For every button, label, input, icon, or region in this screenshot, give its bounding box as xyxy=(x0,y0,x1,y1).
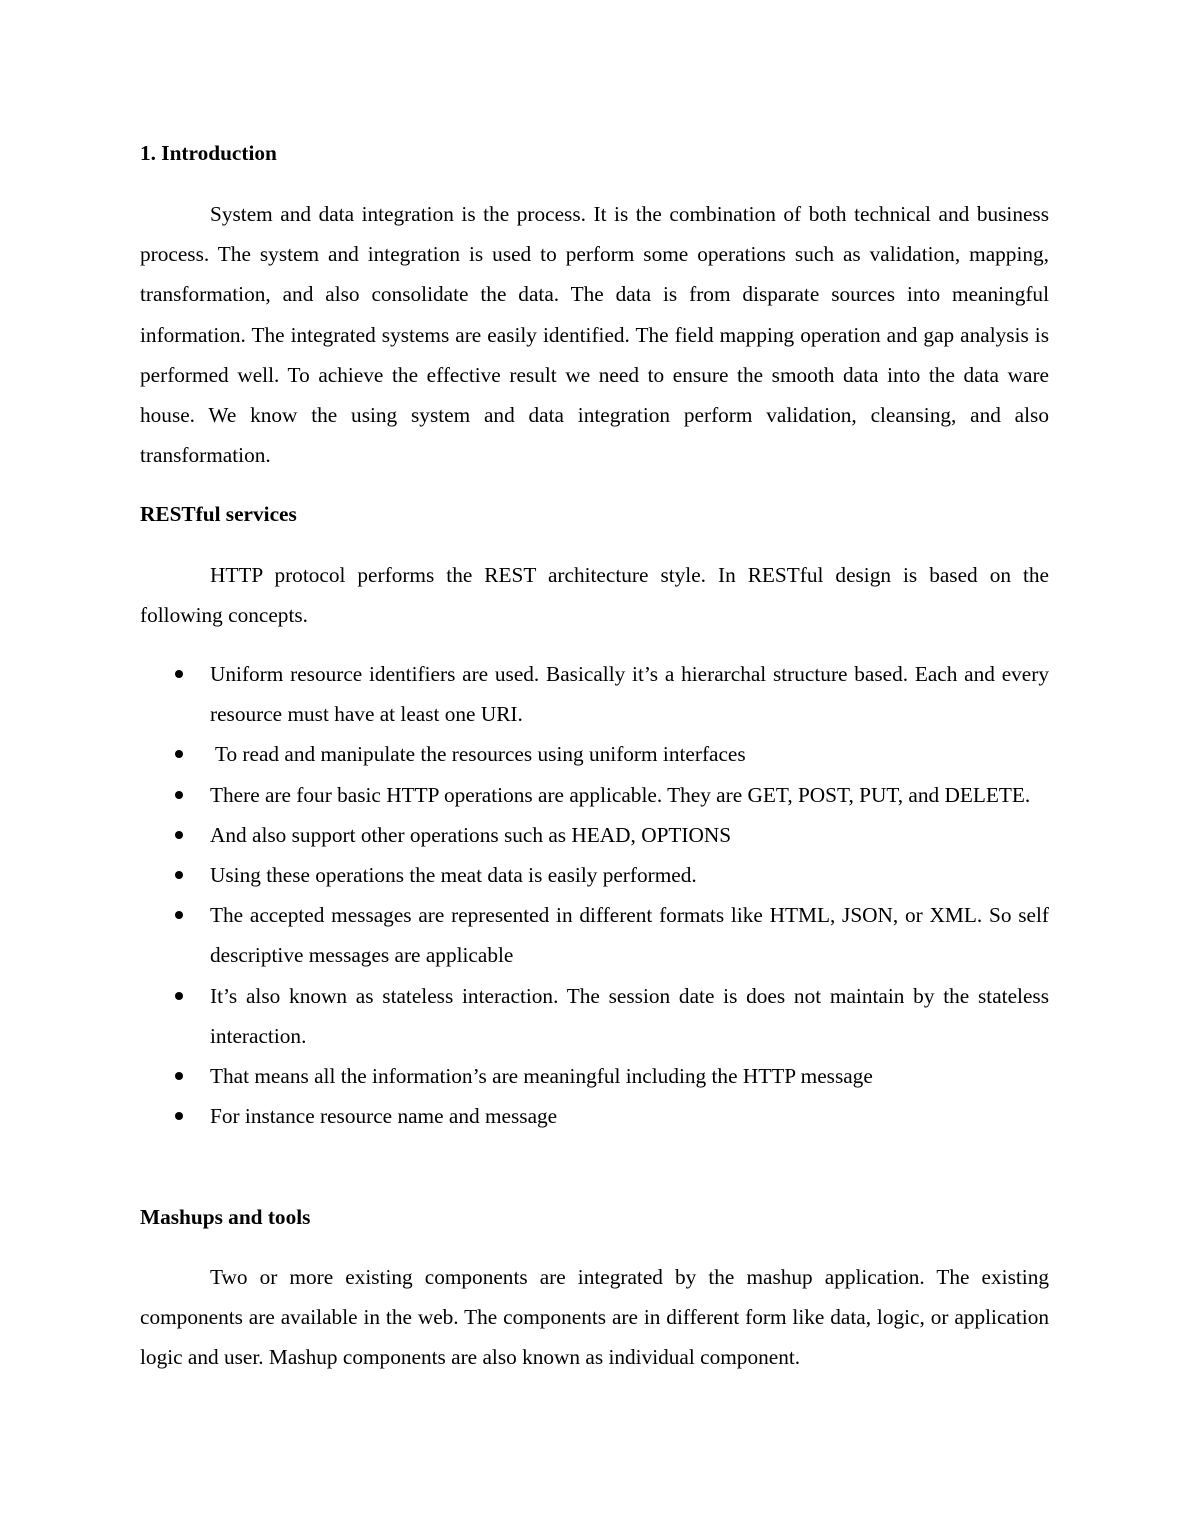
bullet-icon xyxy=(175,1072,183,1080)
introduction-paragraph: System and data integration is the process. It is the combination of both technical and business process. The system and integration is used to perform some operations such as validation, mapping, transformation, and also consolidate the data. The data is from disparate sources into meaningful information. The integrated systems are easily identified. The field mapping operation and gap analysis is performed well. To achieve the effective result we need to ensure the smooth data into the data ware house. We know the using system and data integration perform validation, cleansing, and also transformation. xyxy=(140,202,1049,468)
list-item-text: For instance resource name and message xyxy=(210,1104,558,1129)
list-item xyxy=(140,1056,1049,1096)
list-item-text: And also support other operations such as HEAD, OPTIONS xyxy=(210,822,732,847)
bullet-icon xyxy=(175,1112,183,1120)
list-item-text: Using these operations the meat data is easily performed. xyxy=(210,863,697,888)
list-item xyxy=(140,654,1049,734)
bullet-icon xyxy=(175,750,183,758)
list-item-text: The accepted messages are represented in different formats like HTML, JSON, or XML. So self descriptive messages are applicable xyxy=(210,903,1049,968)
restful-concepts-list xyxy=(140,654,1049,1136)
bullet-icon xyxy=(175,992,183,1000)
list-item-text: It’s also known as stateless interaction. The session date is does not maintain by the stateless interaction. xyxy=(210,983,1049,1048)
list-item-text: Uniform resource identifiers are used. Basically it’s a hierarchal structure based. Each and every resource must have at least one URI. xyxy=(210,662,1049,727)
list-item-text: That means all the information’s are meaningful including the HTTP message xyxy=(210,1064,873,1089)
list-item xyxy=(140,815,1049,855)
bullet-icon xyxy=(175,911,183,919)
bullet-icon xyxy=(175,871,183,879)
list-item-text: There are four basic HTTP operations are applicable. They are GET, POST, PUT, and DELETE. xyxy=(210,782,1031,807)
list-item xyxy=(140,734,1049,774)
bullet-icon xyxy=(175,831,183,839)
mashups-and-tools-paragraph: Two or more existing components are integrated by the mashup application. The existing components are available in the web. The components are in different form like data, logic, or application logic and user. Mashup components are also known as individual component. xyxy=(140,1265,1049,1370)
bullet-icon xyxy=(175,791,183,799)
section-heading-introduction: 1. Introduction xyxy=(140,141,277,165)
list-item xyxy=(140,895,1049,975)
list-item xyxy=(140,1096,1049,1136)
list-item xyxy=(140,976,1049,1056)
list-item xyxy=(140,775,1049,815)
list-item-text: To read and manipulate the resources using uniform interfaces xyxy=(210,742,746,767)
section-heading-restful-services: RESTful services xyxy=(140,502,297,526)
list-item xyxy=(140,855,1049,895)
bullet-icon xyxy=(175,670,183,678)
restful-services-paragraph: HTTP protocol performs the REST architecture style. In RESTful design is based on the following concepts. xyxy=(140,563,1049,628)
section-heading-mashups-and-tools: Mashups and tools xyxy=(140,1205,311,1229)
